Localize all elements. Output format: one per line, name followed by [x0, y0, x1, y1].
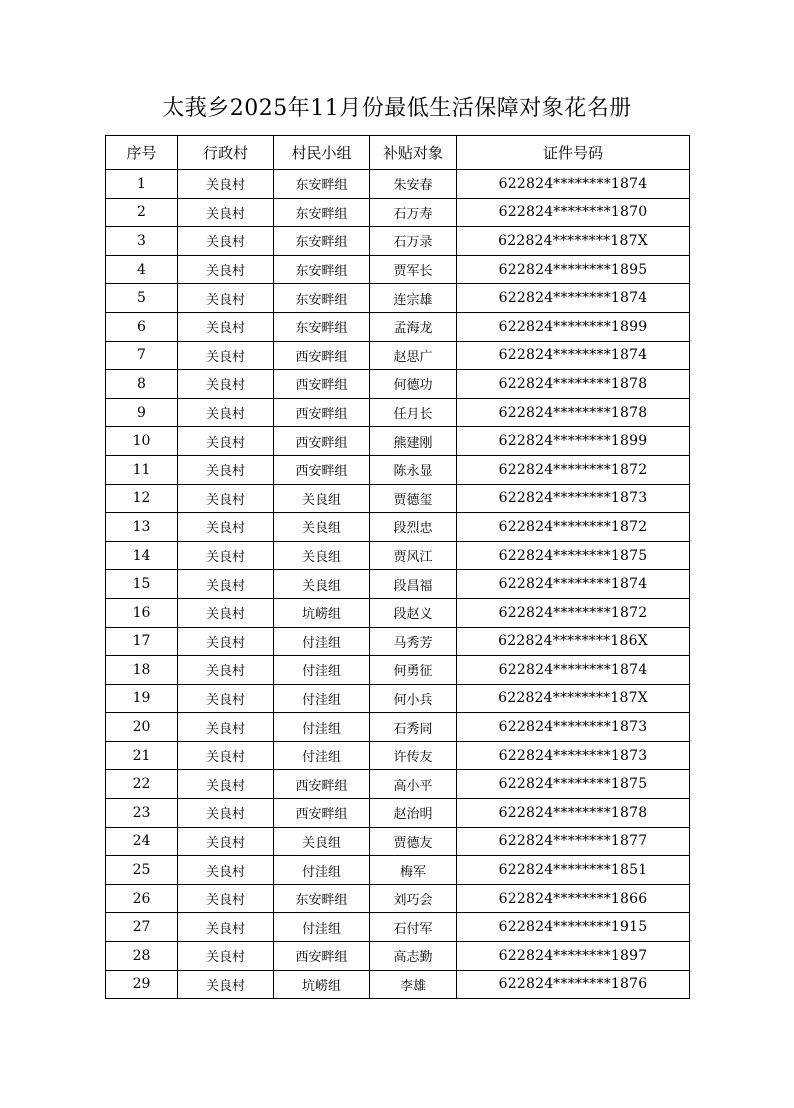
- cell-recipient: 何勇征: [370, 656, 457, 685]
- table-row: [106, 627, 690, 656]
- cell-group: 坑崂组: [274, 970, 370, 999]
- table-row: [106, 884, 690, 913]
- cell-id-number: 622824********1878: [457, 398, 690, 427]
- cell-recipient: 贾德友: [370, 827, 457, 856]
- table-row: [106, 713, 690, 742]
- table-row: [106, 598, 690, 627]
- cell-village: 关良村: [178, 884, 274, 913]
- cell-recipient: 熊建刚: [370, 427, 457, 456]
- cell-seq: 5: [106, 284, 178, 313]
- table-row: [106, 827, 690, 856]
- cell-seq: 29: [106, 970, 178, 999]
- cell-group: 付洼组: [274, 741, 370, 770]
- table-row: [106, 856, 690, 885]
- cell-seq: 23: [106, 799, 178, 828]
- cell-recipient: 朱安春: [370, 170, 457, 199]
- table-body: [106, 170, 690, 999]
- cell-recipient: 段昌福: [370, 570, 457, 599]
- cell-village: 关良村: [178, 656, 274, 685]
- table-row: [106, 770, 690, 799]
- cell-group: 东安畔组: [274, 884, 370, 913]
- cell-recipient: 任月长: [370, 398, 457, 427]
- cell-group: 关良组: [274, 513, 370, 542]
- cell-seq: 7: [106, 341, 178, 370]
- cell-village: 关良村: [178, 427, 274, 456]
- cell-recipient: 贾德玺: [370, 484, 457, 513]
- cell-village: 关良村: [178, 970, 274, 999]
- cell-group: 关良组: [274, 541, 370, 570]
- recipient-roster-table: [105, 135, 690, 999]
- header-row: [106, 136, 690, 170]
- table-row: [106, 513, 690, 542]
- cell-village: 关良村: [178, 170, 274, 199]
- cell-village: 关良村: [178, 856, 274, 885]
- cell-seq: 17: [106, 627, 178, 656]
- cell-seq: 18: [106, 656, 178, 685]
- cell-recipient: 许传友: [370, 741, 457, 770]
- cell-seq: 24: [106, 827, 178, 856]
- cell-village: 关良村: [178, 484, 274, 513]
- cell-id-number: 622824********1851: [457, 856, 690, 885]
- table-row: [106, 370, 690, 399]
- cell-recipient: 赵思广: [370, 341, 457, 370]
- cell-group: 付洼组: [274, 856, 370, 885]
- cell-recipient: 陈永显: [370, 455, 457, 484]
- cell-seq: 26: [106, 884, 178, 913]
- column-header-id-number: 证件号码: [457, 136, 690, 170]
- column-header-seq: 序号: [106, 136, 178, 170]
- column-header-recipient: 补贴对象: [370, 136, 457, 170]
- cell-group: 西安畔组: [274, 942, 370, 971]
- cell-seq: 10: [106, 427, 178, 456]
- cell-village: 关良村: [178, 799, 274, 828]
- cell-seq: 11: [106, 455, 178, 484]
- table-row: [106, 198, 690, 227]
- cell-group: 付洼组: [274, 913, 370, 942]
- table-row: [106, 684, 690, 713]
- cell-seq: 19: [106, 684, 178, 713]
- table-row: [106, 427, 690, 456]
- cell-seq: 3: [106, 227, 178, 256]
- cell-id-number: 622824********1874: [457, 656, 690, 685]
- cell-group: 付洼组: [274, 627, 370, 656]
- cell-group: 东安畔组: [274, 284, 370, 313]
- cell-village: 关良村: [178, 198, 274, 227]
- cell-seq: 20: [106, 713, 178, 742]
- cell-group: 坑崂组: [274, 598, 370, 627]
- cell-id-number: 622824********1878: [457, 370, 690, 399]
- cell-id-number: 622824********1872: [457, 513, 690, 542]
- cell-village: 关良村: [178, 942, 274, 971]
- cell-recipient: 何小兵: [370, 684, 457, 713]
- cell-seq: 22: [106, 770, 178, 799]
- cell-group: 东安畔组: [274, 255, 370, 284]
- cell-id-number: 622824********1873: [457, 713, 690, 742]
- table-row: [106, 942, 690, 971]
- cell-id-number: 622824********1874: [457, 284, 690, 313]
- cell-recipient: 段烈忠: [370, 513, 457, 542]
- cell-village: 关良村: [178, 398, 274, 427]
- cell-seq: 2: [106, 198, 178, 227]
- table-row: [106, 484, 690, 513]
- cell-recipient: 梅军: [370, 856, 457, 885]
- cell-group: 关良组: [274, 827, 370, 856]
- cell-seq: 4: [106, 255, 178, 284]
- cell-seq: 1: [106, 170, 178, 199]
- cell-seq: 21: [106, 741, 178, 770]
- table-row: [106, 913, 690, 942]
- cell-group: 西安畔组: [274, 799, 370, 828]
- cell-village: 关良村: [178, 455, 274, 484]
- cell-id-number: 622824********1873: [457, 484, 690, 513]
- table-row: [106, 255, 690, 284]
- cell-id-number: 622824********1874: [457, 170, 690, 199]
- table-row: [106, 656, 690, 685]
- cell-group: 西安畔组: [274, 370, 370, 399]
- cell-village: 关良村: [178, 570, 274, 599]
- cell-village: 关良村: [178, 341, 274, 370]
- cell-village: 关良村: [178, 227, 274, 256]
- cell-village: 关良村: [178, 713, 274, 742]
- cell-id-number: 622824********1915: [457, 913, 690, 942]
- cell-group: 付洼组: [274, 656, 370, 685]
- table-row: [106, 799, 690, 828]
- cell-id-number: 622824********1895: [457, 255, 690, 284]
- cell-id-number: 622824********1872: [457, 455, 690, 484]
- table-row: [106, 398, 690, 427]
- cell-village: 关良村: [178, 513, 274, 542]
- table-row: [106, 312, 690, 341]
- cell-group: 东安畔组: [274, 312, 370, 341]
- cell-id-number: 622824********1874: [457, 341, 690, 370]
- column-header-village: 行政村: [178, 136, 274, 170]
- cell-group: 西安畔组: [274, 341, 370, 370]
- cell-recipient: 贾风江: [370, 541, 457, 570]
- cell-group: 西安畔组: [274, 427, 370, 456]
- table-row: [106, 970, 690, 999]
- cell-village: 关良村: [178, 312, 274, 341]
- cell-village: 关良村: [178, 284, 274, 313]
- cell-seq: 14: [106, 541, 178, 570]
- cell-village: 关良村: [178, 255, 274, 284]
- cell-id-number: 622824********187X: [457, 684, 690, 713]
- column-header-group: 村民小组: [274, 136, 370, 170]
- cell-village: 关良村: [178, 741, 274, 770]
- table-row: [106, 227, 690, 256]
- cell-recipient: 段赵义: [370, 598, 457, 627]
- cell-id-number: 622824********187X: [457, 227, 690, 256]
- cell-village: 关良村: [178, 370, 274, 399]
- cell-group: 西安畔组: [274, 770, 370, 799]
- cell-recipient: 石秀同: [370, 713, 457, 742]
- cell-recipient: 马秀芳: [370, 627, 457, 656]
- cell-id-number: 622824********1872: [457, 598, 690, 627]
- table-row: [106, 284, 690, 313]
- cell-id-number: 622824********1875: [457, 770, 690, 799]
- table-row: [106, 455, 690, 484]
- cell-village: 关良村: [178, 541, 274, 570]
- cell-seq: 8: [106, 370, 178, 399]
- cell-id-number: 622824********1874: [457, 570, 690, 599]
- cell-group: 关良组: [274, 570, 370, 599]
- cell-village: 关良村: [178, 684, 274, 713]
- cell-seq: 27: [106, 913, 178, 942]
- cell-village: 关良村: [178, 598, 274, 627]
- cell-id-number: 622824********1899: [457, 312, 690, 341]
- cell-group: 东安畔组: [274, 198, 370, 227]
- cell-recipient: 赵治明: [370, 799, 457, 828]
- cell-group: 关良组: [274, 484, 370, 513]
- cell-recipient: 贾军长: [370, 255, 457, 284]
- cell-seq: 6: [106, 312, 178, 341]
- cell-village: 关良村: [178, 913, 274, 942]
- cell-recipient: 高小平: [370, 770, 457, 799]
- table-row: [106, 541, 690, 570]
- cell-group: 付洼组: [274, 713, 370, 742]
- table-row: [106, 570, 690, 599]
- cell-group: 西安畔组: [274, 398, 370, 427]
- document-title: 太莪乡2025年11月份最低生活保障对象花名册: [162, 96, 632, 121]
- cell-group: 东安畔组: [274, 227, 370, 256]
- cell-recipient: 石万寿: [370, 198, 457, 227]
- cell-seq: 28: [106, 942, 178, 971]
- table-row: [106, 170, 690, 199]
- cell-group: 东安畔组: [274, 170, 370, 199]
- cell-id-number: 622824********1866: [457, 884, 690, 913]
- cell-group: 付洼组: [274, 684, 370, 713]
- cell-seq: 16: [106, 598, 178, 627]
- cell-recipient: 李雄: [370, 970, 457, 999]
- cell-group: 西安畔组: [274, 455, 370, 484]
- cell-recipient: 刘巧会: [370, 884, 457, 913]
- cell-village: 关良村: [178, 827, 274, 856]
- cell-seq: 15: [106, 570, 178, 599]
- table-row: [106, 341, 690, 370]
- cell-seq: 12: [106, 484, 178, 513]
- cell-seq: 13: [106, 513, 178, 542]
- cell-recipient: 孟海龙: [370, 312, 457, 341]
- cell-id-number: 622824********1899: [457, 427, 690, 456]
- cell-recipient: 连宗雄: [370, 284, 457, 313]
- cell-id-number: 622824********1878: [457, 799, 690, 828]
- cell-id-number: 622824********1875: [457, 541, 690, 570]
- cell-id-number: 622824********186X: [457, 627, 690, 656]
- cell-village: 关良村: [178, 770, 274, 799]
- cell-id-number: 622824********1897: [457, 942, 690, 971]
- cell-recipient: 石付军: [370, 913, 457, 942]
- cell-recipient: 石万录: [370, 227, 457, 256]
- cell-recipient: 何德功: [370, 370, 457, 399]
- cell-id-number: 622824********1877: [457, 827, 690, 856]
- cell-recipient: 高志勤: [370, 942, 457, 971]
- cell-id-number: 622824********1876: [457, 970, 690, 999]
- cell-id-number: 622824********1873: [457, 741, 690, 770]
- cell-id-number: 622824********1870: [457, 198, 690, 227]
- table-row: [106, 741, 690, 770]
- cell-seq: 9: [106, 398, 178, 427]
- cell-village: 关良村: [178, 627, 274, 656]
- cell-seq: 25: [106, 856, 178, 885]
